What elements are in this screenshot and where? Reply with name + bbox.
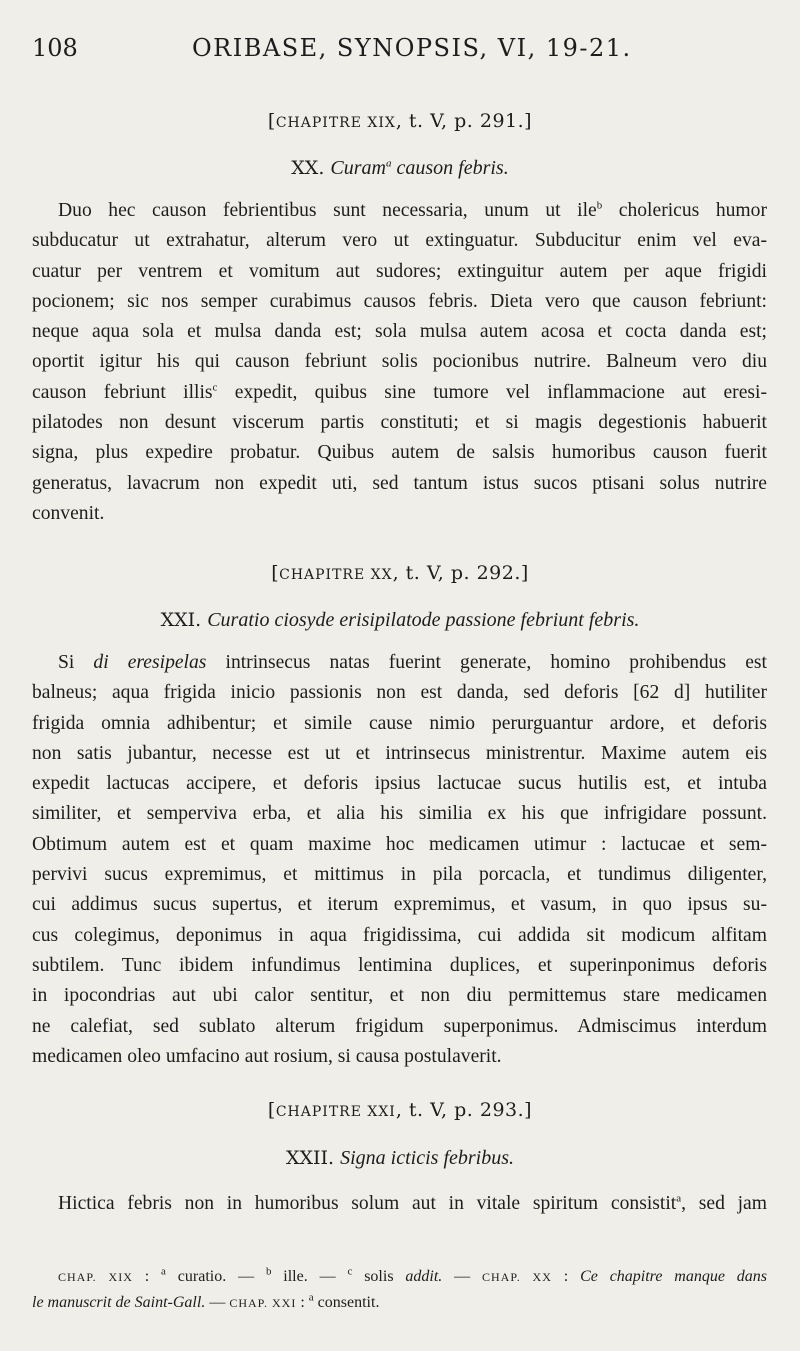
text-line: subducatur ut extrahatur, alterum vero ut extinguatur. Subducitur enim vel eva- (32, 230, 767, 252)
text-line: Obtimum autem est et quam maxime hoc medicamen utimur : lactucae et sem- (32, 833, 767, 855)
text-line: Si di eresipelas intrinsecus natas fuerint generate, homino prohibendus est (58, 652, 767, 673)
section-title: Curatio ciosyde erisipilatode passione febriunt febris. (207, 609, 640, 631)
text-line: medicamen oleo umfacino aut rosium, si causa postulaverit. (32, 1045, 502, 1067)
chapter-reference: [CHAPITRE XX, t. V, p. 292.] (271, 562, 529, 584)
page-number: 108 (32, 34, 78, 62)
text-line: cuatur per ventrem et vomitum aut sudores; extinguitur autem per aque frigidi (32, 260, 767, 282)
text-line: cui addimus sucus supertus, et iterum expremimus, et vasum, in quo ipsus su- (32, 894, 767, 916)
text-line: Duo hec causon febrientibus sunt necessaria, unum ut ile$^b$ cholericus humor (58, 199, 767, 221)
text-line: generatus, lavacrum non expedit uti, sed tantum istus sucos ptisani solus nutrire (32, 472, 767, 494)
running-head (32, 34, 768, 68)
footnote-line: le manuscrit de Saint-Gall. — CHAP. XXI : $^a$ consentit. (32, 1291, 380, 1311)
paragraph (32, 1189, 767, 1219)
chapter-label: CHAPITRE XIX (275, 115, 396, 131)
text-line: in ipocondrias aut ubi calor sentitur, et non diu permittemus stare medicamen (32, 985, 767, 1007)
text-line: causon febriunt illis$^c$ expedit, quibus sine tumore vel inflammacione aut eresi- (32, 381, 767, 403)
text-line: similiter, et semperviva erba, et alia his similia ex his que infrigidare possunt. (32, 803, 767, 825)
section-numeral: XXI. (160, 609, 202, 631)
text-line: oportit igitur his qui causon febriunt solis pocionibus nutrire. Balneum vero diu (32, 351, 767, 373)
footnote-line: CHAP. XIX : $^a$ curatio. — $^b$ ille. — $^c$ solis addit. — CHAP. XX : Ce chapitre manque dans (58, 1265, 767, 1285)
text-line: non satis jubantur, necesse est ut et intrinsecus ministrentur. Maxime autem eis (32, 742, 767, 764)
section-title: Signa icticis febribus. (340, 1147, 515, 1169)
section-heading (0, 1147, 800, 1170)
text-line: balneus; aqua frigida inicio passionis non est danda, sed deforis [62 d] hutiliter (32, 682, 767, 704)
text-line: pervivi sucus expremimus, et mittimus in pila porcacla, et tundimus diligenter, (32, 864, 767, 886)
paragraph (32, 196, 767, 529)
chapter-reference: [CHAPITRE XIX, t. V, p. 291.] (267, 110, 533, 132)
chapter-reference: [CHAPITRE XXI, t. V, p. 293.] (267, 1099, 533, 1121)
section-heading (0, 157, 800, 180)
text-line: ne calefiat, sed sublato alterum frigidum superponimus. Admiscimus interdum (32, 1015, 767, 1037)
paragraph (32, 648, 767, 1072)
text-line: neque aqua sola et mulsa danda est; sola mulsa autem acosa et cocta danda est; (32, 321, 767, 343)
text-line: cus colegimus, deponimus in aqua frigidissima, cui addida sit modicum alfitam (32, 924, 767, 946)
footnotes (32, 1264, 767, 1316)
text-line: pilatodes non desunt viscerum partis constituti; et si magis degestionis habuerit (32, 412, 767, 434)
text-line: frigida omnia adhibentur; et simile cause nimio perurguantur ardore, et deforis (32, 712, 767, 734)
text-line: expedit lactucas accipere, et deforis ipsius lactucae sucus hutilis est, et intuba (32, 773, 767, 795)
section-numeral: XXII. (285, 1147, 335, 1169)
section-heading (0, 609, 800, 632)
chapter-label: CHAPITRE XX (279, 567, 393, 583)
running-title: ORIBASE, SYNOPSIS, VI, 19-21. (192, 34, 632, 62)
text-line: Hictica febris non in humoribus solum aut in vitale spiritum consistit$^a$, sed jam (58, 1192, 767, 1214)
text-line: pocionem; sic nos semper curabimus causos febris. Dieta vero que causon febriunt: (32, 290, 767, 312)
section-title: Curam$^a$ causon febris. (330, 157, 509, 179)
text-line: convenit. (32, 502, 105, 524)
text-line: signa, plus expedire probatur. Quibus autem de salsis humoribus causon fuerit (32, 442, 767, 464)
section-numeral: XX. (291, 157, 325, 179)
chapter-label: CHAPITRE XXI (275, 1104, 396, 1120)
text-line: subtilem. Tunc ibidem infundimus lentimina duplices, et superinponimus deforis (32, 954, 767, 976)
